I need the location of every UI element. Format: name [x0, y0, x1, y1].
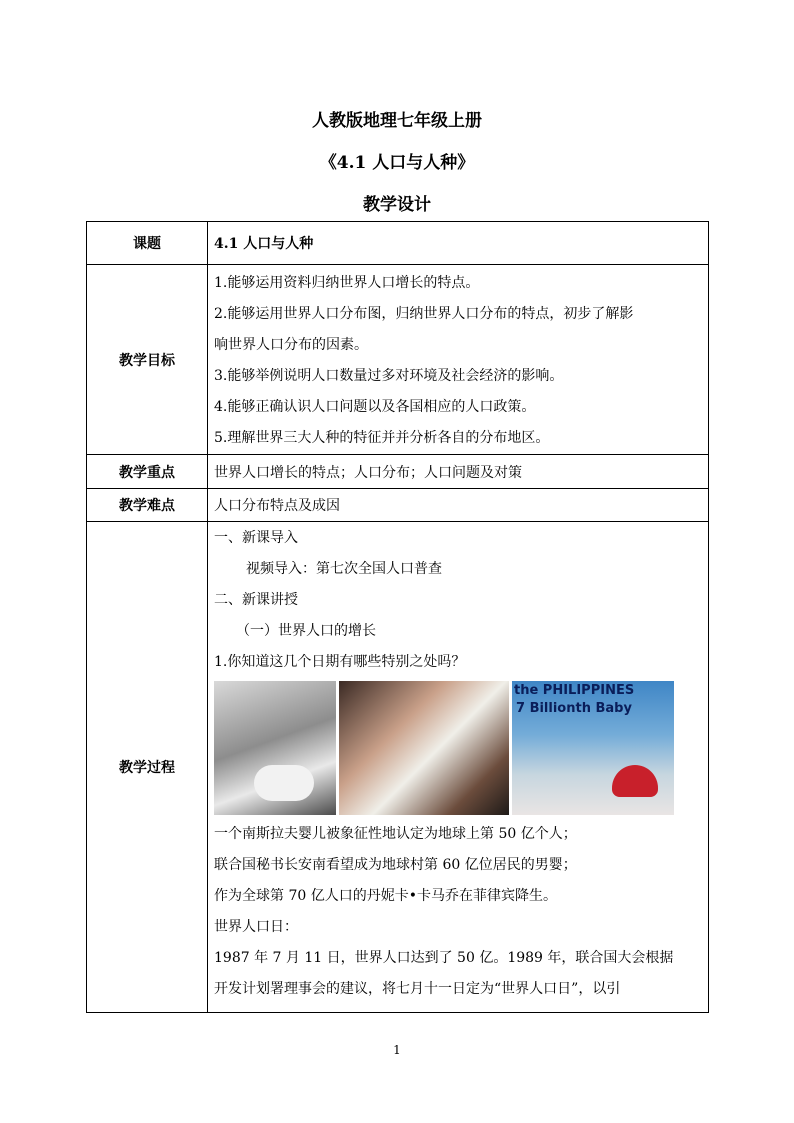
topic-text: 4.1 人口与人种: [214, 236, 314, 252]
process-line: 世界人口日：: [214, 919, 298, 935]
process-line: 视频导入：第七次全国人口普查: [246, 561, 442, 577]
process-line: （一）世界人口的增长: [236, 623, 376, 639]
photo-newborn-5-billion: [214, 681, 336, 815]
value-key-points: [208, 455, 709, 489]
lesson-title: 《4.1 人口与人种》: [319, 153, 475, 173]
document-subtitle: 教学设计: [363, 195, 431, 215]
objective-line: 1.能够运用资料归纳世界人口增长的特点。: [214, 275, 480, 291]
objective-line: 5.理解世界三大人种的特征并并分析各自的分布地区。: [214, 430, 550, 446]
label-difficulty: 教学难点: [87, 489, 208, 522]
photo-annan-6-billion: [339, 681, 509, 815]
objective-line: 响世界人口分布的因素。: [214, 337, 368, 353]
value-objectives: [208, 265, 709, 455]
process-line: 联合国秘书长安南看望成为地球村第 60 亿位居民的男婴；: [214, 857, 577, 873]
value-difficulty: [208, 489, 709, 522]
photo-7-billionth-baby: [512, 681, 674, 815]
objective-line: 3.能够举例说明人口数量过多对环境及社会经济的影响。: [214, 368, 564, 384]
objective-line: 4.能够正确认识人口问题以及各国相应的人口政策。: [214, 399, 536, 415]
row-key-points: [87, 455, 709, 489]
row-objectives: [87, 265, 709, 455]
value-process: [208, 522, 709, 1013]
objective-line: 2.能够运用世界人口分布图，归纳世界人口分布的特点，初步了解影: [214, 306, 634, 322]
process-line: 作为全球第 70 亿人口的丹妮卡•卡马乔在菲律宾降生。: [214, 888, 557, 904]
row-difficulty: [87, 489, 709, 522]
label-topic: 课题: [87, 222, 208, 265]
row-process: [87, 522, 709, 1013]
process-line: 一个南斯拉夫婴儿被象征性地认定为地球上第 50 亿个人；: [214, 826, 577, 842]
baby-shape: [254, 765, 314, 801]
process-line: 1987 年 7 月 11 日，世界人口达到了 50 亿。1989 年，联合国大会根据: [214, 950, 674, 966]
red-hat-shape: [612, 765, 658, 797]
process-line: 一、新课导入: [214, 530, 298, 546]
process-line: 1.你知道这几个日期有哪些特别之处吗？: [214, 654, 466, 670]
difficulty-text: 人口分布特点及成因: [214, 498, 340, 514]
label-process: 教学过程: [87, 522, 208, 1013]
value-topic: [208, 222, 709, 265]
label-objectives: 教学目标: [87, 265, 208, 455]
lesson-plan-table: [86, 221, 709, 1013]
row-topic: [87, 222, 709, 265]
label-key-points: 教学重点: [87, 455, 208, 489]
key-points-text: 世界人口增长的特点；人口分布；人口问题及对策: [214, 464, 522, 481]
photo-strip: [214, 681, 702, 815]
photo-caption: the PHILIPPINES: [514, 683, 635, 698]
process-line: 开发计划署理事会的建议，将七月十一日定为“世界人口日”，以引: [214, 981, 621, 997]
process-line: 二、新课讲授: [214, 592, 298, 608]
photo-caption: 7 Billionth Baby: [516, 701, 632, 716]
page-number: 1: [393, 1043, 401, 1057]
document-title: 人教版地理七年级上册: [312, 111, 482, 131]
